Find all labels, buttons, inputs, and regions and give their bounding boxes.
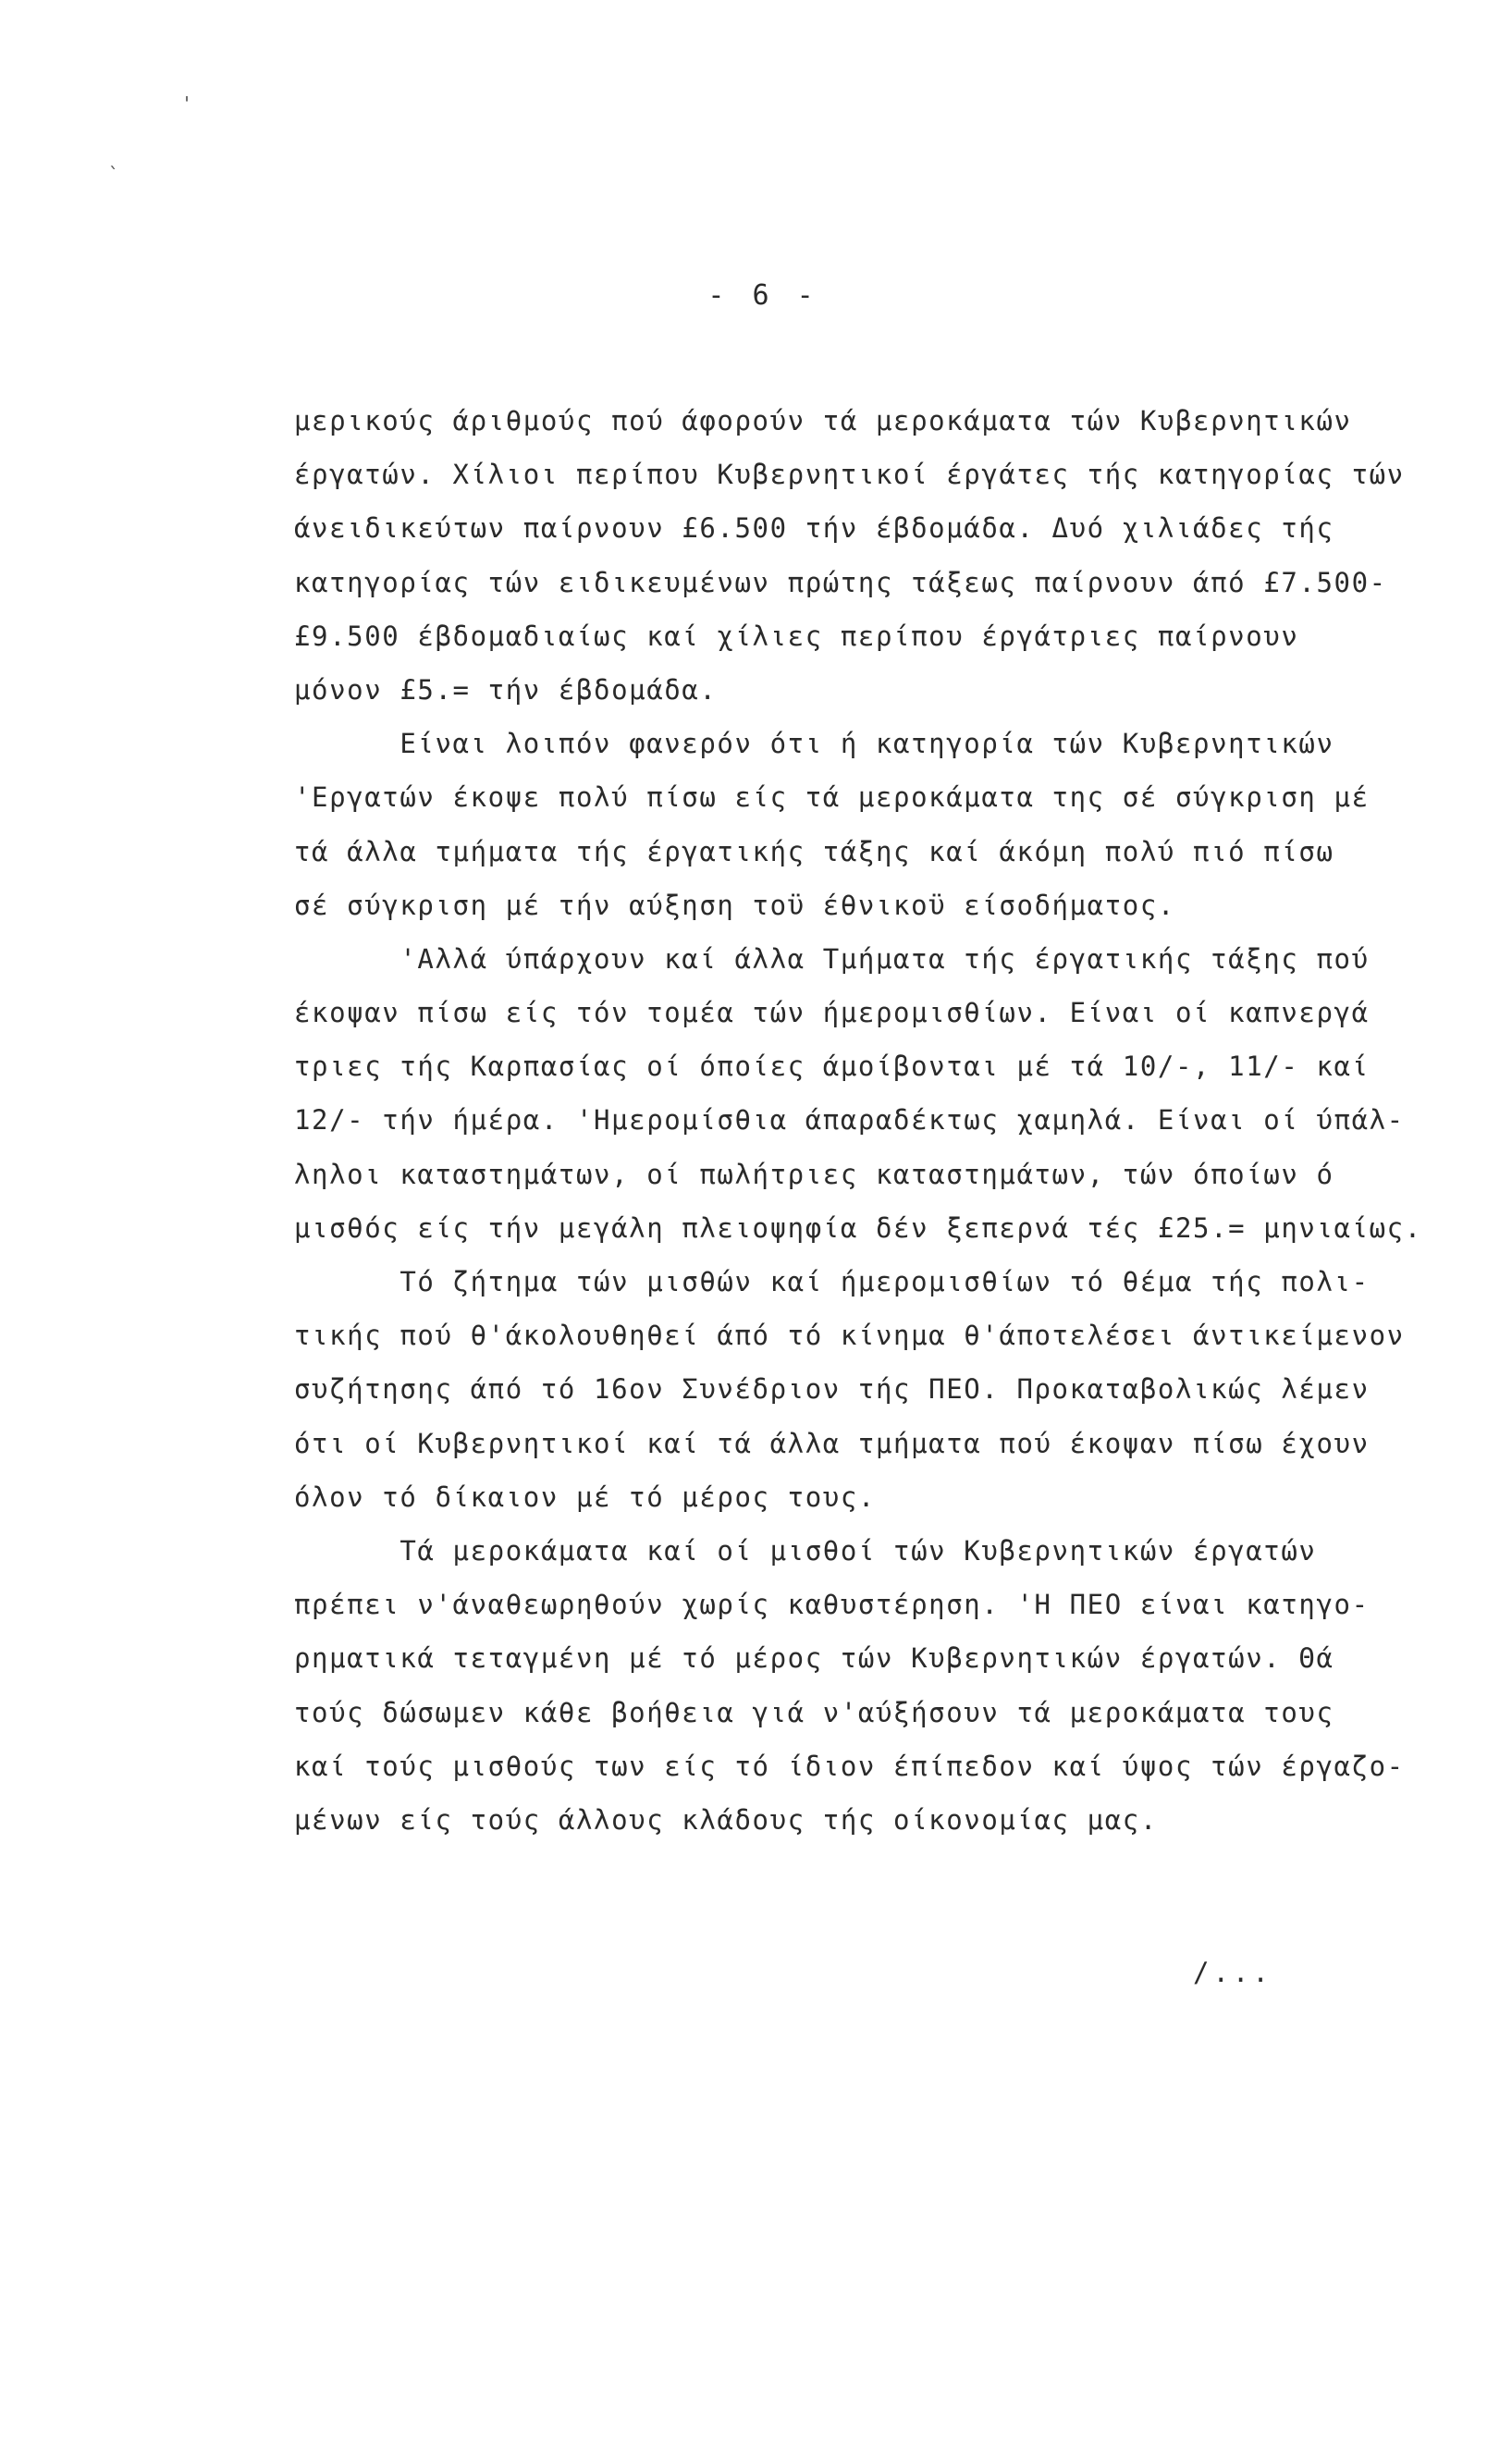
text-line: ληλοι καταστημάτων, οί πωλήτριες καταστημάτων, τών όποίων ό xyxy=(294,1158,1334,1190)
text-line: ρηματικά τεταγμένη μέ τό μέρος τών Κυβερνητικών έργατών. Θά xyxy=(294,1642,1334,1675)
text-line: 'Εργατών έκοψε πολύ πίσω είς τά μεροκάματα της σέ σύγκριση μέ xyxy=(294,781,1370,814)
text-line: τριες τής Καρπασίας οί όποίες άμοίβονται μέ τά 10/-, 11/- καί xyxy=(294,1051,1370,1083)
continuation-mark: /... xyxy=(1193,1957,1272,1988)
text-line: τούς δώσωμεν κάθε βοήθεια γιά ν'αύξήσουν τά μεροκάματα τους xyxy=(294,1696,1334,1728)
text-line: μόνον £5.= τήν έβδομάδα. xyxy=(294,673,718,706)
text-line: Είναι λοιπόν φανερόν ότι ή κατηγορία τών Κυβερνητικών xyxy=(294,728,1334,760)
text-line: μισθός είς τήν μεγάλη πλειοψηφία δέν ξεπερνά τές £25.= μηνιαίως. xyxy=(294,1211,1422,1244)
text-line: 12/- τήν ήμέρα. 'Ημερομίσθια άπαραδέκτως χαμηλά. Είναι οί ύπάλ- xyxy=(294,1104,1405,1137)
text-line: κατηγορίας τών ειδικευμένων πρώτης τάξεως παίρνουν άπό £7.500- xyxy=(294,566,1387,598)
page-number: - 6 - xyxy=(707,279,819,312)
text-line: έκοψαν πίσω είς τόν τομέα τών ήμερομισθίων. Είναι οί καπνεργά xyxy=(294,997,1370,1029)
stray-mark: ˎ xyxy=(107,146,119,168)
text-line: Τό ζήτημα τών μισθών καί ήμερομισθίων τό θέμα τής πολι- xyxy=(294,1266,1370,1297)
text-line: καί τούς μισθούς των είς τό ίδιον έπίπεδον καί ύψος τών έργαζο- xyxy=(294,1750,1405,1782)
text-line: έργατών. Χίλιοι περίπου Κυβερνητικοί έργάτες τής κατηγορίας τών xyxy=(294,459,1405,491)
text-line: ότι οί Κυβερνητικοί καί τά άλλα τμήματα πού έκοψαν πίσω έχουν xyxy=(294,1427,1370,1459)
text-line: όλον τό δίκαιον μέ τό μέρος τους. xyxy=(294,1481,876,1513)
text-line: Τά μεροκάματα καί οί μισθοί τών Κυβερνητικών έργατών xyxy=(294,1534,1317,1567)
text-line: μένων είς τούς άλλους κλάδους τής οίκονομίας μας. xyxy=(294,1803,1158,1836)
text-line: πρέπει ν'άναθεωρηθούν χωρίς καθυστέρηση. 'Η ΠΕΟ είναι κατηγο- xyxy=(294,1589,1370,1621)
text-line: τά άλλα τμήματα τής έργατικής τάξης καί άκόμη πολύ πιό πίσω xyxy=(294,835,1334,867)
text-line: άνειδικεύτων παίρνουν £6.500 τήν έβδομάδα. Δυό χιλιάδες τής xyxy=(294,512,1334,545)
text-line: συζήτησης άπό τό 16ον Συνέδριον τής ΠΕΟ. Προκαταβολικώς λέμεν xyxy=(294,1373,1370,1406)
text-line: £9.500 έβδομαδιαίως καί χίλιες περίπου έργάτριες παίρνουν xyxy=(294,620,1299,652)
text-line: σέ σύγκριση μέ τήν αύξηση τοϋ έθνικοϋ είσοδήματος. xyxy=(294,889,1175,921)
text-line: 'Αλλά ύπάρχουν καί άλλα Τμήματα τής έργατικής τάξης πού xyxy=(294,942,1370,975)
stray-mark: ' xyxy=(181,92,193,115)
body-text xyxy=(294,394,1461,1847)
text-line: μερικούς άριθμούς πού άφορούν τά μεροκάματα τών Κυβερνητικών xyxy=(294,405,1352,436)
text-line: τικής πού θ'άκολουθηθεί άπό τό κίνημα θ'άποτελέσει άντικείμενον xyxy=(294,1320,1405,1352)
